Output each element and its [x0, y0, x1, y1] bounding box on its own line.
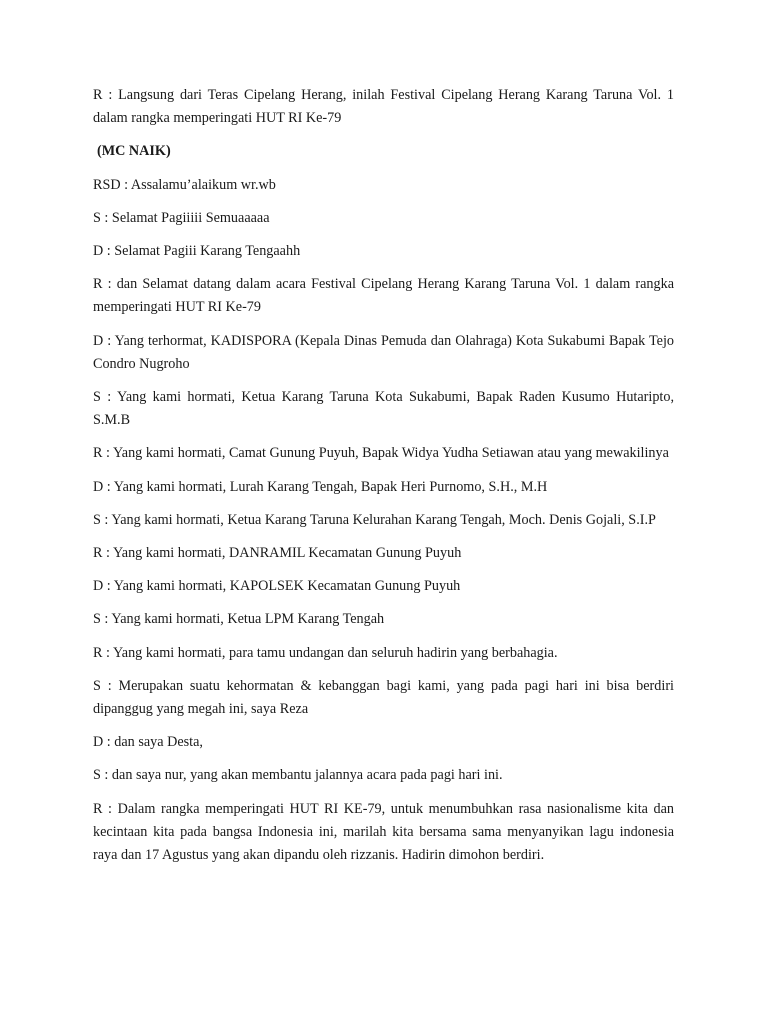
paragraph-welcome: R : dan Selamat datang dalam acara Festival Cipelang Herang Karang Taruna Vol. 1 dalam rangka memperingati HUT RI Ke-79 — [93, 276, 674, 316]
paragraph-honor-kadispora: D : Yang terhormat, KADISPORA (Kepala Dinas Pemuda dan Olahraga) Kota Sukabumi Bapak Tejo Condro Nugroho — [93, 332, 674, 372]
paragraph-introduction-reza: S : Merupakan suatu kehormatan & kebanggan bagi kami, yang pada pagi hari ini bisa berdiri dipanggug yang megah ini, saya Reza — [93, 677, 674, 718]
paragraph-honor-ketua-lpm: S : Yang kami hormati, Ketua LPM Karang Tengah — [93, 611, 385, 628]
paragraph-honor-ketua-karang-taruna-kota: S : Yang kami hormati, Ketua Karang Taruna Kota Sukabumi, Bapak Raden Kusumo Hutaripto, S.M.B — [93, 389, 674, 429]
paragraph-introduction-desta: D : dan saya Desta, — [93, 734, 203, 751]
paragraph-honor-ketua-karang-taruna-kelurahan: S : Yang kami hormati, Ketua Karang Taruna Kelurahan Karang Tengah, Moch. Denis Gojali, S.I.P — [93, 511, 656, 528]
paragraph-introduction-nur: S : dan saya nur, yang akan membantu jalannya acara pada pagi hari ini. — [93, 767, 503, 784]
paragraph-anthem: R : Dalam rangka memperingati HUT RI KE-79, untuk menumbuhkan rasa nasionalisme kita dan kecintaan kita pada bangsa Indonesia ini, marilah kita bersama sama menyanyikan lagu indonesia raya dan 17 Agustus yang akan dipandu oleh rizzanis. Hadirin dimohon berdiri. — [93, 800, 674, 864]
paragraph-d-greeting: D : Selamat Pagiii Karang Tengaahh — [93, 243, 301, 260]
paragraph-opening: R : Langsung dari Teras Cipelang Herang, inilah Festival Cipelang Herang Karang Taruna Vol. 1 dalam rangka memperingati HUT RI Ke-79 — [93, 87, 674, 127]
paragraph-s-greeting: S : Selamat Pagiiiii Semuaaaaa — [93, 209, 270, 226]
paragraph-honor-lurah: D : Yang kami hormati, Lurah Karang Tengah, Bapak Heri Purnomo, S.H., M.H — [93, 478, 548, 495]
paragraph-honor-danramil: R : Yang kami hormati, DANRAMIL Kecamatan Gunung Puyuh — [93, 545, 462, 562]
paragraph-honor-kapolsek: D : Yang kami hormati, KAPOLSEK Kecamatan Gunung Puyuh — [93, 578, 461, 595]
paragraph-honor-camat: R : Yang kami hormati, Camat Gunung Puyuh, Bapak Widya Yudha Setiawan atau yang mewakilinya — [93, 445, 669, 462]
paragraph-honor-guests: R : Yang kami hormati, para tamu undangan dan seluruh hadirin yang berbahagia. — [93, 644, 558, 661]
paragraph-greeting: RSD : Assalamu’alaikum wr.wb — [93, 176, 276, 193]
stage-direction-heading: (MC NAIK) — [97, 143, 171, 160]
